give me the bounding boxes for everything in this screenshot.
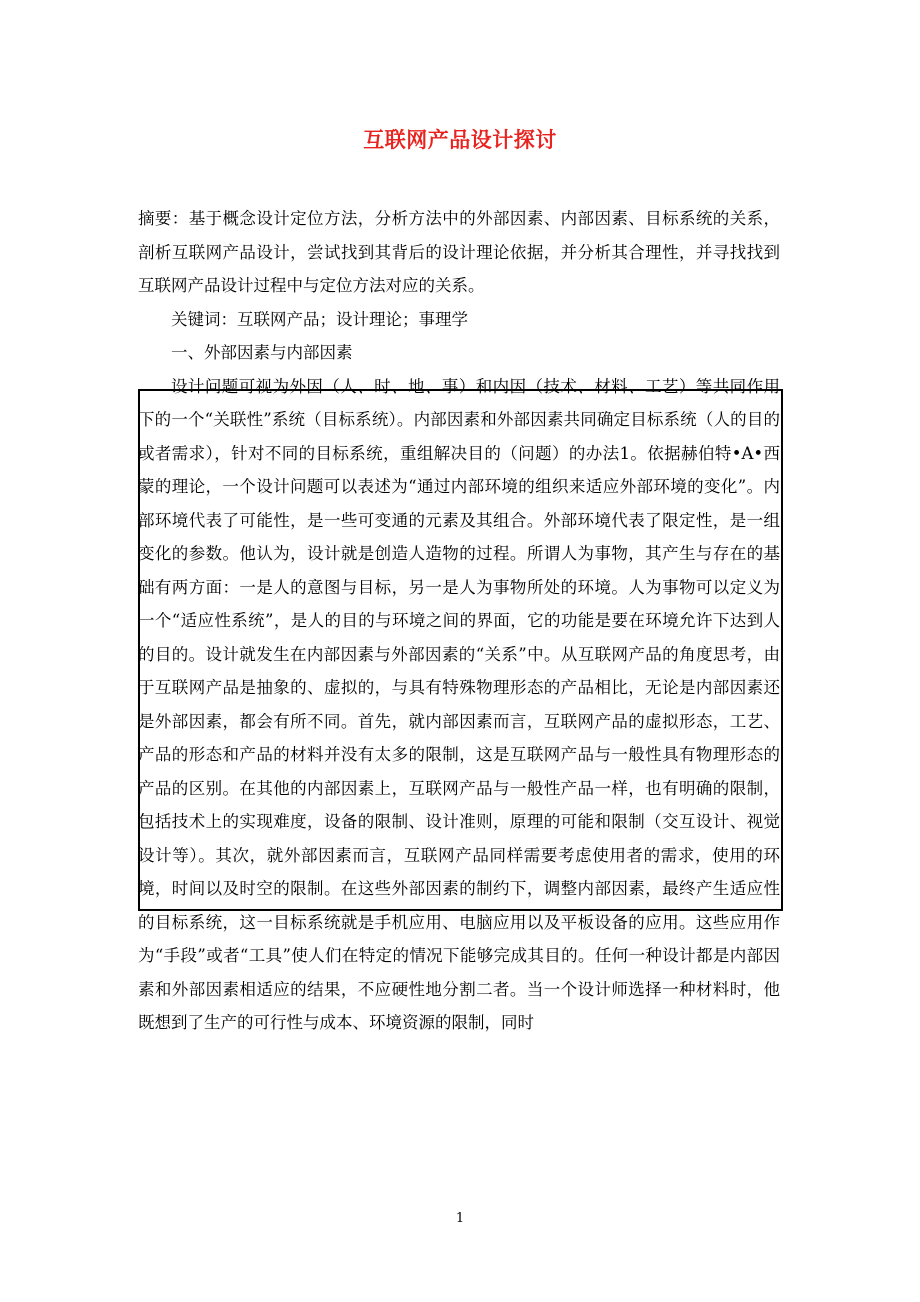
page-number: 1: [455, 1211, 465, 1226]
document-title: 互联网产品设计探讨: [363, 127, 557, 152]
document-body: [138, 202, 780, 1040]
keywords-line: 关键词：互联网产品；设计理论；事理学: [171, 309, 468, 329]
body-paragraph: 设计问题可视为外因（人、时、地、事）和内因（技术、材料、工艺）等共同作用下的一个“关联性”系统（目标系统）。内部因素和外部因素共同确定目标系统（人的目的或者需求），针对不同的目标系统，重组解决目的（问题）的办法1。依据赫伯特•A•西蒙的理论，一个设计问题可以表述为“通过内部环境的组织来适应外部环境的变化”。内部环境代表了可能性，是一些可变通的元素及其组合。外部环境代表了限定性，是一组变化的参数。他认为，设计就是创造人造物的过程。所谓人为事物，其产生与存在的基础有两方面：一是人的意图与目标，另一是人为事物所处的环境。人为事物可以定义为一个“适应性系统”，是人的目的与环境之间的界面，它的功能是要在环境允许下达到人的目的。设计就发生在内部因素与外部因素的“关系”中。从互联网产品的角度思考，由于互联网产品是抽象的、虚拟的，与具有特殊物理形态的产品相比，无论是内部因素还是外部因素，都会有所不同。首先，就内部因素而言，互联网产品的虚拟形态，工艺、产品的形态和产品的材料并没有太多的限制，这是互联网产品与一般性具有物理形态的产品的区别。在其他的内部因素上，互联网产品与一般性产品一样，也有明确的限制，包括技术上的实现难度，设备的限制、设计准则，原理的可能和限制（交互设计、视觉设计等）。其次，就外部因素而言，互联网产品同样需要考虑使用者的需求，使用的环境，时间以及时空的限制。在这些外部因素的制约下，调整内部因素，最终产生适应性的目标系统，这一目标系统就是手机应用、电脑应用以及平板设备的应用。这些应用作为“手段”或者“工具”使人们在特定的情况下能够完成其目的。任何一种设计都是内部因素和外部因素相适应的结果，不应硬性地分割二者。当一个设计师选择一种材料时，他既想到了生产的可行性与成本、环境资源的限制，同时: [138, 376, 780, 1032]
section-heading: 一、外部因素与内部因素: [171, 343, 353, 362]
abstract-paragraph: 摘要：基于概念设计定位方法，分析方法中的外部因素、内部因素、目标系统的关系，剖析互联网产品设计，尝试找到其背后的设计理论依据，并分析其合理性，并寻找找到互联网产品设计过程中与定位方法对应的关系。: [138, 209, 780, 295]
